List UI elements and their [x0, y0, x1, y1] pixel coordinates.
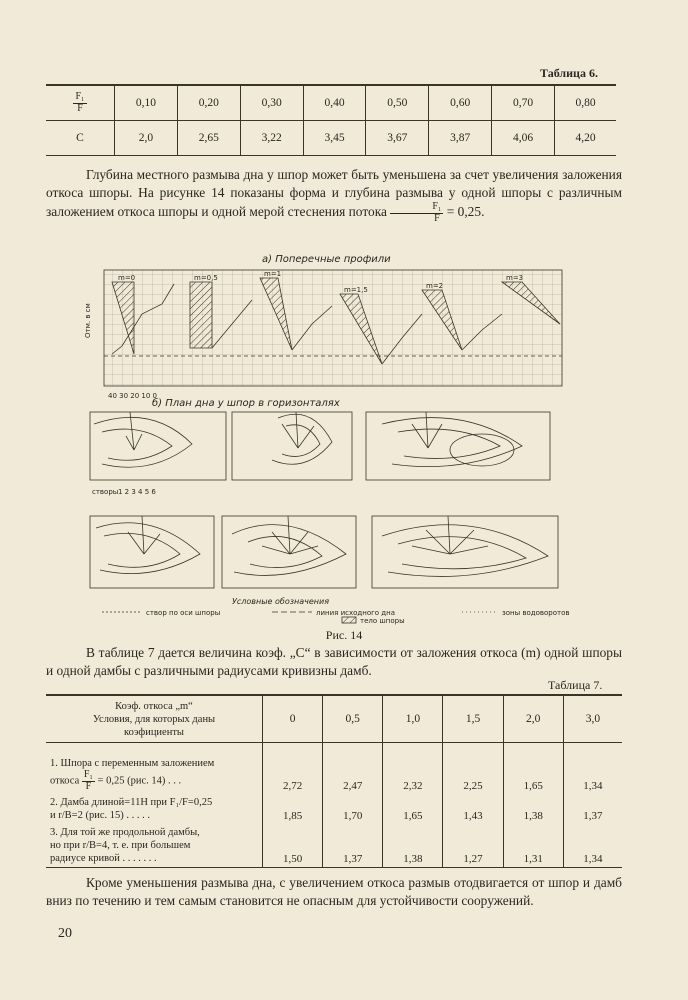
- inline-fraction: [82, 770, 95, 792]
- legend-swatch: [342, 617, 356, 623]
- table6-row-ratio: [46, 85, 616, 121]
- table7: [46, 694, 622, 868]
- table7-cell: 1,34: [563, 755, 622, 794]
- condition-text: = 0,25 (рис. 14) . . .: [97, 775, 182, 787]
- legend-item: линия исходного дна: [316, 609, 395, 617]
- m-label: m=1,5: [344, 286, 368, 294]
- condition-text: откоса: [50, 775, 80, 787]
- table7-cell: 1,34: [563, 824, 622, 868]
- table7-col-header: 3,0: [563, 695, 622, 743]
- axis-label: Отм. в см: [84, 303, 92, 338]
- table7-cell: 2,32: [383, 755, 443, 794]
- table7-corner-header: [46, 695, 263, 743]
- table7-cell: 2,47: [323, 755, 383, 794]
- table7-row: [46, 824, 622, 868]
- condition-line: 3. Для той же продольной дамбы,: [50, 827, 200, 838]
- table7-col-header: 1,5: [443, 695, 503, 743]
- table6-cell: 4,06: [492, 121, 555, 156]
- table7-label: Таблица 7.: [548, 678, 603, 692]
- fraction-numerator: F₁: [390, 202, 443, 214]
- m-label: m=0,5: [194, 274, 218, 282]
- table7-condition: [46, 824, 263, 868]
- table7-cell: 1,65: [383, 794, 443, 824]
- table7-spacer: [46, 743, 622, 756]
- table7-col-header: 0,5: [323, 695, 383, 743]
- stvory-label: створы: [92, 488, 119, 496]
- table6-label: Таблица 6.: [540, 66, 598, 80]
- table6-cell: 0,50: [366, 85, 429, 121]
- table7-cell: 1,37: [563, 794, 622, 824]
- stvor-numbers: 1 2 3 4 5 6: [118, 488, 156, 496]
- table6-row-head: [46, 85, 115, 121]
- profiles-grid: [104, 270, 562, 386]
- m-label: m=2: [426, 282, 444, 290]
- paragraph-1-tail: = 0,25.: [446, 204, 485, 220]
- condition-line: но при r/B=4, т. е. при большем: [50, 840, 191, 851]
- fraction-numerator: F₁: [83, 769, 93, 780]
- table7-condition: [46, 755, 263, 794]
- figure-caption: Рис. 14: [325, 628, 363, 642]
- table7-cell: 1,27: [443, 824, 503, 868]
- table6-cell: 0,30: [240, 85, 303, 121]
- table6-row-c: [46, 121, 616, 156]
- table7-cell: 1,70: [323, 794, 383, 824]
- legend-item: тело шпоры: [360, 617, 405, 625]
- table6-cell: 0,10: [115, 85, 178, 121]
- m-label: m=0: [118, 274, 136, 282]
- table7-col-header: 2,0: [503, 695, 563, 743]
- table6-cell: 3,22: [240, 121, 303, 156]
- table6-cell: 0,80: [555, 85, 616, 121]
- plan-row-2: [90, 516, 558, 588]
- legend-item: створ по оси шпоры: [146, 609, 221, 617]
- table7-cell: 2,25: [443, 755, 503, 794]
- table6: [46, 84, 616, 156]
- condition-line: радиусе кривой . . . . . . .: [50, 853, 157, 864]
- paragraph-1: [46, 166, 622, 224]
- table7-cell: 1,38: [383, 824, 443, 868]
- figure-title-b: б) План дна у шпор в горизонталях: [152, 398, 340, 409]
- legend-item: зоны водоворотов: [502, 609, 570, 617]
- table7-col-header: 0: [263, 695, 323, 743]
- table7-row: [46, 794, 622, 824]
- table7-header-row: [46, 695, 622, 743]
- fraction-numerator: F₁: [75, 91, 85, 102]
- header-line: Условия, для которых даны: [92, 713, 216, 725]
- header-line: коэфициенты: [124, 726, 184, 738]
- fraction-denominator: F: [77, 102, 83, 114]
- inline-fraction: [390, 202, 443, 224]
- fraction-denominator: F: [434, 212, 440, 224]
- table6-cell: 0,20: [177, 85, 240, 121]
- x-ticks: 40 30 20 10 0: [108, 392, 157, 400]
- condition-line: 2. Дамба длиной=11Н при F₁/F=0,25: [50, 797, 213, 808]
- figure-title-a: а) Поперечные профили: [262, 254, 391, 265]
- table7-condition: [46, 794, 263, 824]
- table6-cell: 0,60: [429, 85, 492, 121]
- ratio-fraction: [73, 92, 86, 114]
- table6-cell: 0,70: [492, 85, 555, 121]
- table7-cell: 1,31: [503, 824, 563, 868]
- table7-cell: 1,50: [263, 824, 323, 868]
- table6-cell: 2,0: [115, 121, 178, 156]
- table6-cell: 4,20: [555, 121, 616, 156]
- legend-title: Условные обозначения: [232, 597, 330, 606]
- m-label: m=1: [264, 270, 282, 278]
- table7-cell: 1,43: [443, 794, 503, 824]
- page-number: 20: [58, 926, 72, 941]
- paragraph-1-text: Глубина местного размыва дна у шпор может быть уменьшена за счет увеличения заложения откоса шпоры. На рисунке 14 показаны форма и глубина размыва у одной шпоры с различным заложением откоса шпоры и одной мерой стеснения потока: [46, 167, 622, 220]
- table6-row-head: C: [76, 132, 84, 144]
- paragraph-2: В таблице 7 дается величина коэф. „С“ в зависимости от заложения откоса (m) одной шпоры и одной дамбы с различными радиусами кривизны дамб.: [46, 645, 622, 678]
- table7-cell: 1,85: [263, 794, 323, 824]
- table6-cell: 3,87: [429, 121, 492, 156]
- table6-cell: 0,40: [303, 85, 366, 121]
- table6-cell: 3,45: [303, 121, 366, 156]
- table6-cell: 2,65: [177, 121, 240, 156]
- condition-line: и r/B=2 (рис. 15) . . . . .: [50, 810, 150, 821]
- condition-line: 1. Шпора с переменным заложением: [50, 758, 215, 769]
- header-line: Коэф. откоса „m“: [115, 700, 193, 712]
- m-label: m=3: [506, 274, 524, 282]
- condition-line: [50, 770, 262, 792]
- table7-cell: 1,65: [503, 755, 563, 794]
- table7-cell: 1,37: [323, 824, 383, 868]
- table7-row: [46, 755, 622, 794]
- fraction-denominator: F: [85, 780, 92, 792]
- figure-14: [82, 254, 622, 626]
- paragraph-3: Кроме уменьшения размыва дна, с увеличением откоса размыв отодвигается от шпор и дамб вниз по течению и тем самым становится не опасным для устойчивости сооружений.: [46, 875, 622, 908]
- table7-cell: 1,38: [503, 794, 563, 824]
- table7-col-header: 1,0: [383, 695, 443, 743]
- figure-14-drawing: [82, 254, 622, 626]
- table7-cell: 2,72: [263, 755, 323, 794]
- table6-cell: 3,67: [366, 121, 429, 156]
- plan-row-1: [90, 412, 550, 480]
